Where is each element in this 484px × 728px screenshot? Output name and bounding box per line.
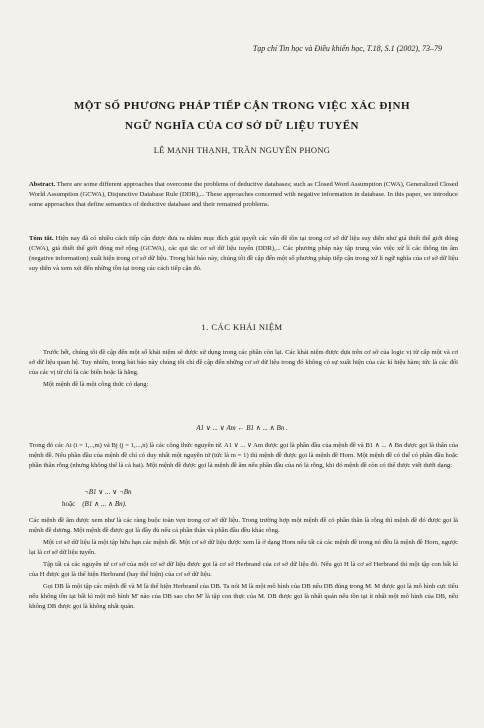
tomtat-text: Hiện nay đã có nhiều cách tiếp cận được đưa ra nhằm mục đích giải quyết các vấn đề tồn tại trong cơ sở dữ liệu suy diễn như giả thiết thế giới đóng (CWA), giả thiết thế giới đóng mở rộng (GCWA), các qui tắc cơ sở dữ liệu tuyển (DDR),... Các phương pháp này tập trung vào việc xử lí các thông tin âm (negative information) xuất hiện trong cơ sở dữ liệu. Trong bài báo này, chúng tôi đề cập đến một số phương pháp tiếp cận trong xử lí ngữ nghĩa của cơ sở dữ liệu suy diễn và xem xét đến những tồn tại trong các cách tiếp cận đó.	[29, 235, 458, 272]
paper-title	[0, 96, 484, 136]
body-clause-definition	[29, 441, 458, 471]
paragraph-5: Một cơ sở dữ liệu là một tập hữu hạn các mệnh đề. Một cơ sở dữ liệu được xem là ở dạng Horn nếu tất cả các mệnh đề trong nó đều là mệnh đề Horn, ngược lại là cơ sở dữ liệu tuyển.	[29, 539, 458, 556]
authors: LÊ MẠNH THẠNH, TRẦN NGUYÊN PHONG	[153, 145, 331, 155]
abstract-text: There are some different approaches that overcome the problems of deductive databases; such as Closed Word Assumption (CWA), Generalized Closed World Assumption (GCWA), Disjunctive Database Rule (DDR),... These approaches concerned with negative information in database. In this paper, we introduce some approaches that define semantics of deductive database and their remained problems.	[29, 181, 458, 208]
abstract-label: Abstract.	[29, 181, 56, 188]
formula2-line-1: ¬B1 ∨ ... ∨ ¬Bn	[84, 488, 132, 496]
paragraph-6: Tập tất cả các nguyên tử cơ sở của một cơ sở dữ liệu được gọi là cơ sở Herbrand của cơ sở dữ liệu đó. Nếu gọi H là cơ sở Herbrand thì một tập con bất kì của H được gọi là thể hiện Herbrand (hay thể hiện) của cơ sở dữ liệu.	[29, 561, 458, 578]
title-line-1: MỘT SỐ PHƯƠNG PHÁP TIẾP CẬN TRONG VIỆC XÁC ĐỊNH	[73, 100, 411, 112]
paragraph-3: Trong đó các Ai (i = 1,..,m) và Bj (j = 1,...,n) là các công thức nguyên tử. A1 ∨ ... ∨ Am được gọi là phần đầu của mệnh đề và B1 ∧ ... ∧ Bn được gọi là thân của mệnh đề. Nếu phần đầu của mệnh đề chỉ có duy nhất một nguyên tử (tức là m = 1) thì mệnh đề được gọi là mệnh đề Horn. Một mệnh đề có thể có phần đầu hoặc phần thân rỗng (nhưng không thể là cả hai). Một mệnh đề được gọi là mệnh đề âm nếu phần đầu của nó là rỗng, khi đó mệnh đề còn có thể được viết dưới dạng:	[29, 442, 458, 469]
formula-clause: A1 ∨ ... ∨ Am ← B1 ∧ ... ∧ Bn .	[196, 424, 288, 432]
formula-negative-clause	[62, 486, 132, 510]
body-intro	[29, 348, 458, 390]
abstract	[29, 180, 458, 210]
vietnamese-abstract	[29, 234, 458, 274]
formula2-line-2-wrap	[62, 498, 132, 510]
formula2-line-2: (B1 ∧ ... ∧ Bn).	[82, 500, 127, 508]
journal-header: Tạp chí Tin học và Điều khiển học, T.18, S.1 (2002), 73–79	[252, 44, 442, 53]
paragraph-2: Một mệnh đề là một công thức có dạng:	[43, 381, 149, 388]
title-line-2: NGỮ NGHĨA CỦA CƠ SỞ DỮ LIỆU TUYỂN	[125, 120, 359, 132]
body-definitions	[29, 516, 458, 612]
section-heading: 1. CÁC KHÁI NIỆM	[201, 322, 283, 332]
formula2-prefix: hoặc	[62, 500, 76, 508]
paragraph-7: Gọi DB là một tập các mệnh đề và M là thể hiện Herbrand của DB. Ta nói M là một mô hình của DB nếu DB đúng trong M. M được gọi là mô hình cực tiểu nếu không tồn tại bất kì một mô hình M' nào của DB sao cho M' là tập con thực của M. DB được gọi là nhất quán nếu tồn tại ít nhất một mô hình của DB, nếu không DB được gọi là không nhất quán.	[29, 583, 458, 610]
paragraph-1: Trước hết, chúng tôi đề cập đến một số khái niệm sẽ được sử dụng trong các phần còn lại. Các khái niệm được dựa trên cơ sở của logic vị từ cấp một và cơ sở dữ liệu quan hệ. Tuy nhiên, trong bài báo này chúng tôi chỉ đề cập đến những cơ sở dữ liệu trong đó không có sự xuất hiện của các kí hiệu hàm; tức là các đối của các vị từ chỉ là các biến hoặc là hằng.	[29, 349, 458, 376]
paragraph-4: Các mệnh đề âm được xem như là các ràng buộc toàn vẹn trong cơ sở dữ liệu. Trong trường hợp một mệnh đề có phần thân là rỗng thì mệnh đề đó được gọi là mệnh đề dương. Một mệnh đề được gọi là đầy đủ nếu cả phần thân và phần đầu đều khác rỗng.	[29, 517, 458, 534]
tomtat-label: Tóm tắt.	[29, 235, 54, 242]
